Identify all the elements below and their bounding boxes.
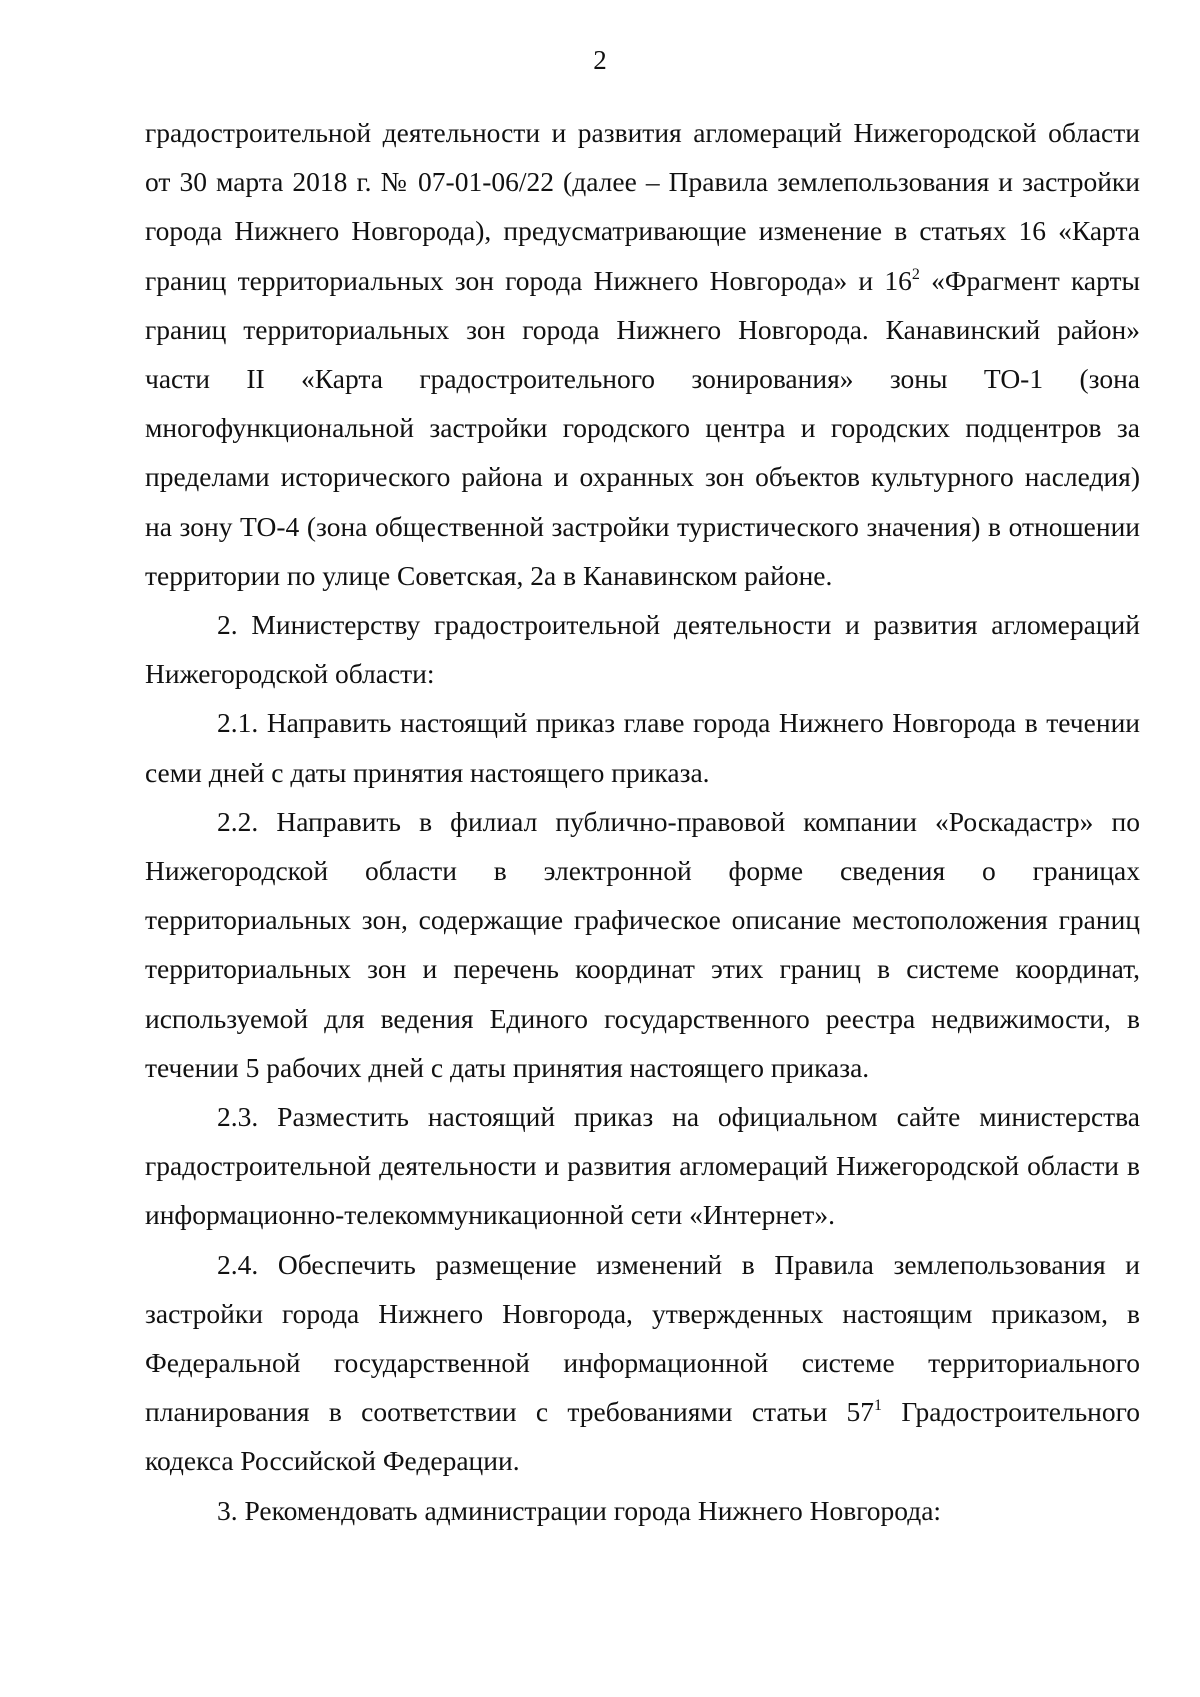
document-body	[145, 108, 1140, 1535]
superscript: 1	[874, 1397, 883, 1415]
paragraph-continuation: градостроительной деятельности и развития агломераций Нижегородской области от 30 марта 2018 г. № 07-01-06/22 (далее – Правила землепользования и застройки города Нижнего Новгорода), предусматривающие изменение в статьях 16 «Карта границ территориальных зон города Нижнего Новгорода» и $16^2$ «Фрагмент карты границ территориальных зон города Нижнего Новгорода. Канавинский район» части II «Карта градостроительного зонирования» зоны ТО-1 (зона многофункциональной застройки городского центра и городских подцентров за пределами исторического района и охранных зон объектов культурного наследия) на зону ТО-4 (зона общественной застройки туристического значения) в отношении территории по улице Советская, 2а в Канавинском районе.	[145, 117, 1140, 591]
paragraph-3: 3. Рекомендовать администрации города Нижнего Новгорода:	[217, 1494, 942, 1526]
paragraph-2-4: 2.4. Обеспечить размещение изменений в Правила землепользования и застройки города Нижнего Новгорода, утвержденных настоящим приказом, в Федеральной государственной информационной системе территориального планирования в соответствии с требованиями статьи $57^1$ Градостроительного кодекса Российской Федерации.	[145, 1248, 1140, 1477]
paragraph-2-1: 2.1. Направить настоящий приказ главе города Нижнего Новгорода в течении семи дней с даты принятия настоящего приказа.	[145, 707, 1140, 788]
page-number: 2	[593, 45, 607, 75]
paragraph-2: 2. Министерству градостроительной деятельности и развития агломераций Нижегородской области:	[145, 609, 1140, 690]
superscript: 2	[911, 265, 920, 283]
paragraph-2-3: 2.3. Разместить настоящий приказ на официальном сайте министерства градостроительной деятельности и развития агломераций Нижегородской области в информационно-телекоммуникационной сети «Интернет».	[145, 1101, 1140, 1231]
paragraph-2-2: 2.2. Направить в филиал публично-правовой компании «Роскадастр» по Нижегородской области в электронной форме сведения о границах территориальных зон, содержащие графическое описание местоположения границ территориальных зон и перечень координат этих границ в системе координат, используемой для ведения Единого государственного реестра недвижимости, в течении 5 рабочих дней с даты принятия настоящего приказа.	[145, 805, 1140, 1083]
